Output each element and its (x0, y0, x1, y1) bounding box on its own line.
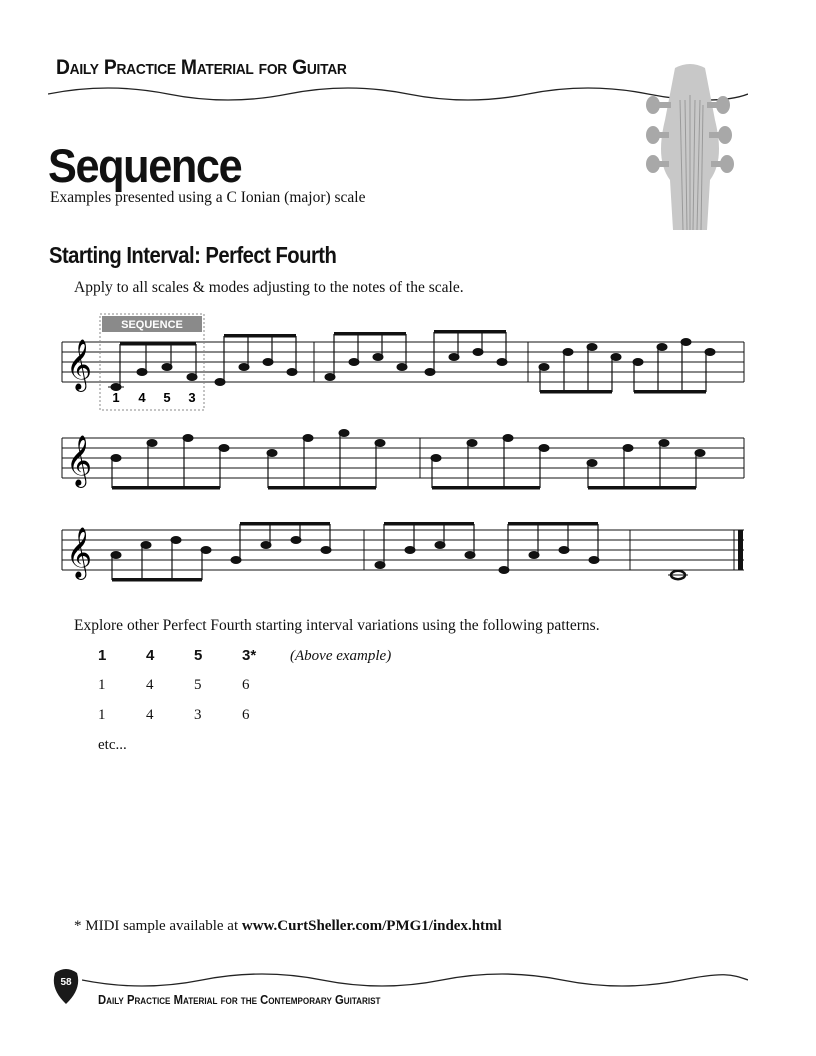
pattern-cell: 5 (194, 677, 202, 693)
pattern-cell: 5 (194, 647, 203, 664)
sequence-number: 5 (163, 390, 171, 405)
footer-wave-divider (82, 970, 748, 990)
pattern-note: (Above example) (290, 648, 392, 664)
pattern-cell: 6 (242, 707, 250, 723)
pattern-cell: 4 (146, 707, 154, 723)
pattern-row (98, 677, 290, 694)
pattern-cell: 1 (98, 647, 107, 664)
sequence-number: 1 (112, 390, 120, 405)
midi-link[interactable]: www.CurtSheller.com/PMG1/index.html (241, 918, 502, 934)
section-heading: Starting Interval: Perfect Fourth (49, 242, 337, 268)
pattern-cell: 4 (146, 677, 154, 693)
sequence-label: SEQUENCE (121, 319, 183, 331)
footer-title: Daily Practice Material for the Contemporary Guitarist (98, 993, 381, 1007)
page-number-badge (52, 967, 80, 1005)
sequence-number: 3 (188, 390, 196, 405)
page-number: 58 (60, 977, 72, 988)
pattern-cell: 3 (194, 707, 202, 723)
guitar-headstock-icon (635, 60, 745, 230)
treble-clef-icon: 𝄞 (66, 527, 93, 578)
pattern-cell: 3* (242, 647, 257, 664)
book-title: Daily Practice Material for Guitar (56, 56, 347, 79)
music-staff-3 (58, 500, 750, 610)
pattern-cell: 4 (146, 647, 155, 664)
treble-clef-icon: 𝄞 (66, 435, 93, 486)
pattern-row (98, 647, 391, 665)
explore-text: Explore other Perfect Fourth starting interval variations using the following patterns. (74, 617, 600, 634)
midi-prefix: * MIDI sample available at (74, 918, 242, 934)
page-title: Sequence (48, 139, 242, 192)
music-staff-1 (58, 312, 750, 422)
intro-text: Apply to all scales & modes adjusting to the notes of the scale. (74, 279, 464, 296)
etc-text: etc... (98, 737, 127, 753)
sequence-number: 4 (138, 390, 146, 405)
note-group (111, 522, 688, 582)
pattern-cell: 6 (242, 677, 250, 693)
page-subtitle: Examples presented using a C Ionian (major) scale (50, 189, 366, 206)
midi-note (74, 918, 502, 935)
treble-clef-icon: 𝄞 (66, 339, 93, 390)
pattern-cell: 1 (98, 677, 106, 693)
pattern-row (98, 707, 290, 724)
pattern-cell: 1 (98, 707, 106, 723)
